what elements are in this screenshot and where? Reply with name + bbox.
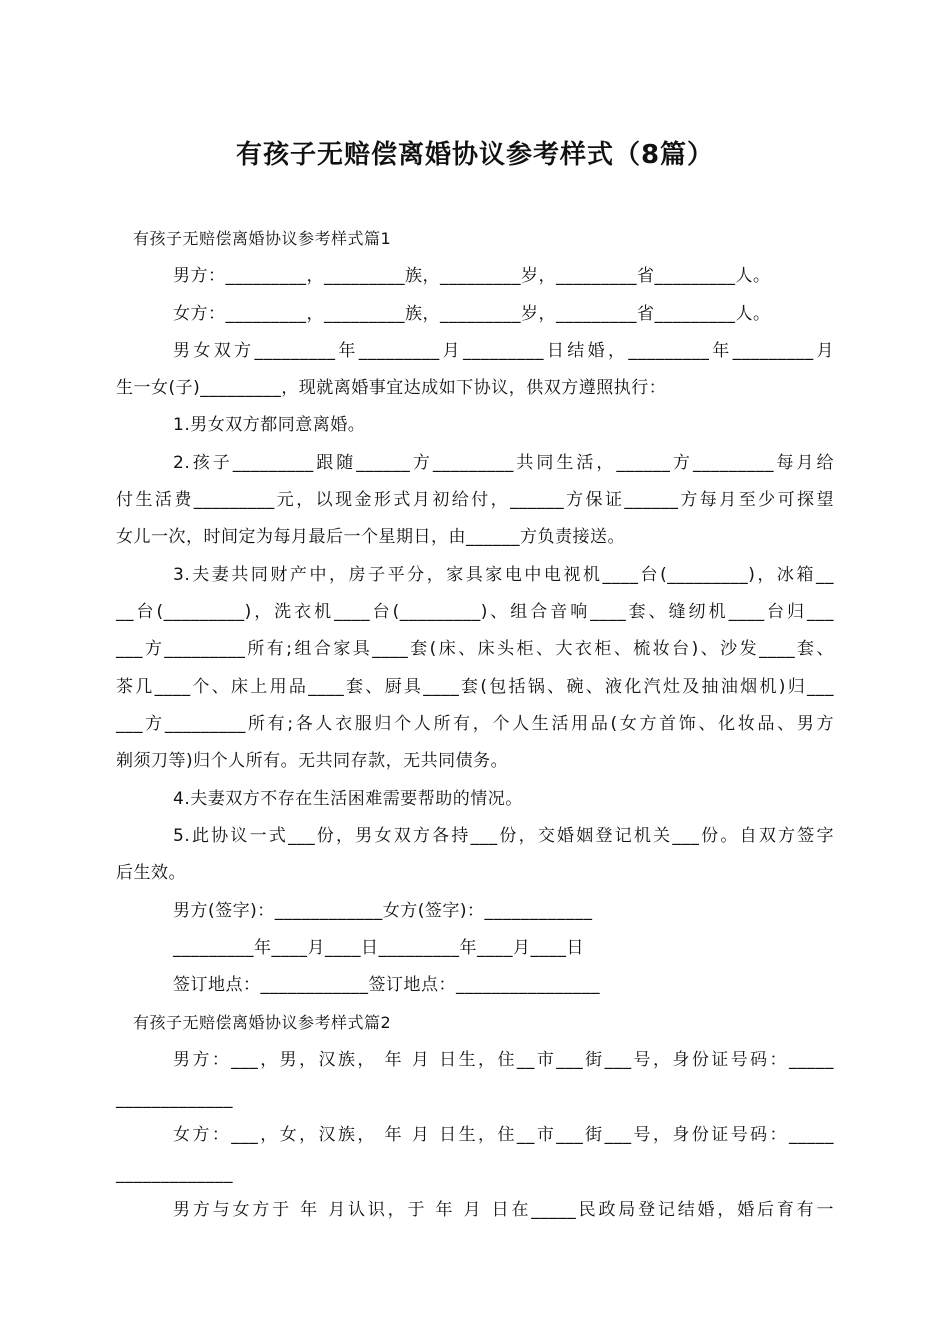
paragraph-line: 5.此协议一式___份，男女双方各持___份，交婚姻登记机关___份。自双方签字 (173, 826, 834, 846)
paragraph-line: 男方：___，男，汉族， 年 月 日生，住__市___街___号，身份证号码：_____ (173, 1050, 834, 1070)
paragraph-line: 女方：_________，_________族，_________岁，_________省_________人。 (173, 304, 771, 324)
paragraph-line: 男方：_________，_________族，_________岁，_________省_________人。 (173, 266, 771, 286)
location-line: 签订地点：____________签订地点：________________ (173, 975, 600, 995)
paragraph-line: 1.男女双方都同意离婚。 (173, 415, 366, 435)
paragraph-line: _____________ (116, 1089, 233, 1109)
section-heading-2: 有孩子无赔偿离婚协议参考样式篇2 (133, 1013, 392, 1032)
paragraph-line: __台(_________)，洗衣机____台(_________)、组合音响____套、缝纫机____台归___ (116, 602, 834, 622)
paragraph-line: 男女双方_________年_________月_________日结婚，_________年_________月 (173, 341, 834, 361)
signature-line: 男方(签字)：____________女方(签字)：____________ (173, 901, 593, 921)
paragraph-line: 3.夫妻共同财产中，房子平分，家具家电中电视机____台(_________)，冰箱__ (173, 565, 834, 585)
document-title: 有孩子无赔偿离婚协议参考样式（8篇） (235, 140, 715, 170)
paragraph-line: 男方与女方于 年 月认识，于 年 月 日在_____民政局登记结婚，婚后育有一 (173, 1200, 834, 1220)
paragraph-line: 后生效。 (116, 863, 186, 883)
paragraph-line: 生一女(子)_________，现就离婚事宜达成如下协议，供双方遵照执行： (116, 378, 667, 398)
paragraph-line: 4.夫妻双方不存在生活困难需要帮助的情况。 (173, 789, 523, 809)
paragraph-line: 女儿一次，时间定为每月最后一个星期日，由______方负责接送。 (116, 527, 625, 547)
paragraph-line: 2.孩子_________跟随______方_________共同生活，______方_________每月给 (173, 453, 834, 473)
paragraph-line: ___方_________所有;组合家具____套(床、床头柜、大衣柜、梳妆台)、沙发____套、 (116, 639, 834, 659)
paragraph-line: 茶几____个、床上用品____套、厨具____套(包括锅、碗、液化汽灶及抽油烟机)归___ (116, 677, 834, 697)
paragraph-line: 女方：___，女，汉族， 年 月 日生，住__市___街___号，身份证号码：_____ (173, 1125, 834, 1145)
section-heading-1: 有孩子无赔偿离婚协议参考样式篇1 (133, 229, 392, 248)
paragraph-line: _____________ (116, 1164, 233, 1184)
paragraph-line: ___方_________所有;各人衣服归个人所有，个人生活用品(女方首饰、化妆品、男方 (116, 714, 834, 734)
paragraph-line: 剃须刀等)归个人所有。无共同存款，无共同债务。 (116, 751, 509, 771)
paragraph-line: 付生活费_________元，以现金形式月初给付，______方保证______方每月至少可探望 (116, 490, 834, 510)
date-line: _________年____月____日_________年____月____日 (173, 938, 584, 958)
